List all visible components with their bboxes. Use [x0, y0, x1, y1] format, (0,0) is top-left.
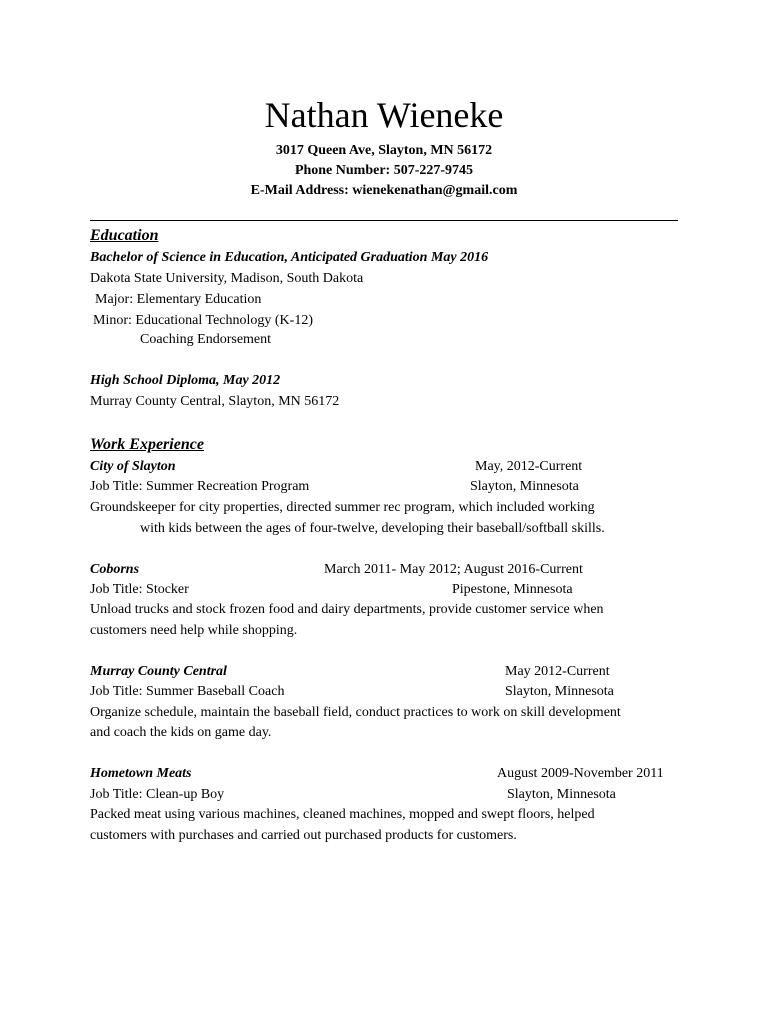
degree: Bachelor of Science in Education, Anticipated Graduation May 2016 — [90, 250, 489, 265]
email-address: E-Mail Address: wienekenathan@gmail.com — [250, 183, 518, 198]
job-title: Job Title: Summer Baseball Coach — [90, 684, 285, 699]
job-description-line: customers need help while shopping. — [90, 623, 298, 638]
minor: Minor: Educational Technology (K-12) — [93, 313, 313, 328]
header-divider — [90, 220, 678, 221]
education-heading: Education — [90, 227, 159, 244]
job-employer: Murray County Central — [90, 664, 227, 679]
address: 3017 Queen Ave, Slayton, MN 56172 — [275, 143, 493, 158]
hs-diploma: High School Diploma, May 2012 — [90, 373, 281, 388]
coaching-endorsement: Coaching Endorsement — [140, 332, 272, 347]
job-location: Slayton, Minnesota — [505, 684, 614, 699]
phone-number: Phone Number: 507-227-9745 — [294, 163, 474, 178]
job-dates: August 2009-November 2011 — [497, 766, 664, 781]
job-description-line: and coach the kids on game day. — [90, 725, 272, 740]
job-employer: Coborns — [90, 562, 140, 577]
resume-name: Nathan Wieneke — [264, 95, 504, 135]
job-title: Job Title: Clean-up Boy — [90, 787, 225, 802]
job-dates: March 2011- May 2012; August 2016-Current — [324, 562, 583, 577]
job-description-line: customers with purchases and carried out purchased products for customers. — [90, 828, 517, 843]
job-description-line: Groundskeeper for city properties, directed summer rec program, which included working — [90, 500, 595, 515]
job-employer: City of Slayton — [90, 459, 176, 474]
job-description-line: with kids between the ages of four-twelve, developing their baseball/softball skills. — [140, 521, 605, 536]
job-location: Pipestone, Minnesota — [452, 582, 573, 597]
major: Major: Elementary Education — [95, 292, 262, 307]
job-location: Slayton, Minnesota — [507, 787, 616, 802]
hs-school: Murray County Central, Slayton, MN 56172 — [90, 394, 340, 409]
job-description-line: Unload trucks and stock frozen food and dairy departments, provide customer service when — [90, 602, 604, 617]
job-employer: Hometown Meats — [90, 766, 192, 781]
job-dates: May 2012-Current — [505, 664, 610, 679]
job-dates: May, 2012-Current — [475, 459, 583, 474]
job-title: Job Title: Stocker — [90, 582, 189, 597]
job-description-line: Organize schedule, maintain the baseball field, conduct practices to work on skill development — [90, 705, 621, 720]
job-location: Slayton, Minnesota — [470, 479, 579, 494]
job-title: Job Title: Summer Recreation Program — [90, 479, 310, 494]
job-description-line: Packed meat using various machines, cleaned machines, mopped and swept floors, helped — [90, 807, 595, 822]
work-experience-heading: Work Experience — [90, 436, 204, 453]
university: Dakota State University, Madison, South Dakota — [90, 271, 364, 286]
